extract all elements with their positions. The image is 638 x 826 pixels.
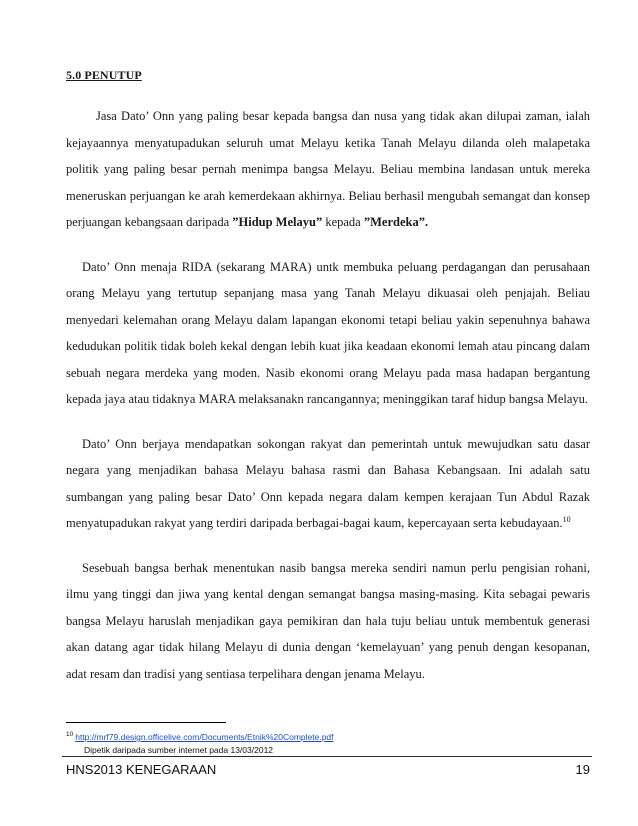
paragraph-2 bbox=[66, 254, 590, 413]
paragraph-4 bbox=[66, 555, 590, 688]
footnote-note: Dipetik daripada sumber internet pada 13/03/2012 bbox=[84, 744, 274, 755]
footnote bbox=[66, 728, 566, 757]
paragraph-2-text: Dato’ Onn menaja RIDA (sekarang MARA) untk membuka peluang perdagangan dan perusahaan orang Melayu yang tertutup sepanjang masa yang Tanah Melayu dikuasai oleh penjajah. Beliau menyedari kelemahan orang Melayu dalam lapangan ekonomi tetapi beliau yakin sepenuhnya bahawa kedudukan politik tidak boleh kekal dengan lebih kuat jika keadaan ekonomi lemah atau pincang dalam sebuah negara merdeka yang moden. Nasib ekonomi orang Melayu pada masa hadapan bergantung kepada jaya atau tidaknya MARA melaksanakn rancangannya; meninggikan taraf hidup bangsa Melayu. bbox=[66, 259, 590, 406]
footer-course-title: HNS2013 KENEGARAAN bbox=[66, 762, 217, 777]
section-heading: 5.0 PENUTUP bbox=[66, 68, 142, 82]
paragraph-4-text: Sesebuah bangsa berhak menentukan nasib bangsa mereka sendiri namun perlu pengisian rohani, ilmu yang tinggi dan jiwa yang kental dengan semangat bangsa masing-masing. Kita sebagai pewaris bangsa Melayu haruslah menjadikan gaya pemikiran dan hala tuju beliau untuk membentuk generasi akan datang agar tidak hilang Melayu di dunia dengan ‘kemelayuan’ yang penuh dengan kesopanan, adat resam dan tradisi yang sentiasa terpelihara dengan jenama Melayu. bbox=[66, 560, 590, 681]
bold-phrase-hidup-melayu: ”Hidup Melayu” bbox=[232, 215, 323, 229]
page-footer bbox=[66, 762, 590, 777]
paragraph-3 bbox=[66, 431, 590, 537]
footnote-reference[interactable]: 10 bbox=[562, 514, 571, 524]
footnote-separator bbox=[66, 722, 226, 723]
footer-page-number: 19 bbox=[575, 762, 590, 777]
paragraph-1-text: Jasa Dato’ Onn yang paling besar kepada bangsa dan nusa yang tidak akan dilupai zaman, ialah kejayaannya menyatupadukan seluruh umat Melayu ketika Tanah Melayu dilanda oleh malapetaka politik yang paling besar pernah menimpa bangsa Melayu. Beliau membina landasan untuk mereka meneruskan perjuangan ke arah kemerdekaan akhirnya. Beliau berhasil mengubah semangat dan konsep perjuangan kebangsaan daripada bbox=[66, 109, 590, 229]
paragraph-3-text: Dato’ Onn berjaya mendapatkan sokongan rakyat dan pemerintah untuk mewujudkan satu dasar negara yang menjadikan bahasa Melayu bahasa rasmi dan Bahasa Kebangsaan. Ini adalah satu sumbangan yang paling besar Dato’ Onn kepada negara dalam kempen kerajaan Tun Abdul Razak menyatupadukan rakyat yang terdiri daripada berbagai-bagai kaum, kepercayaan serta kebudayaan. bbox=[66, 436, 590, 530]
bold-phrase-merdeka: ”Merdeka”. bbox=[363, 215, 429, 229]
page-content bbox=[66, 68, 590, 705]
footnote-line-1 bbox=[66, 728, 566, 744]
paragraph-1 bbox=[66, 103, 590, 236]
footnote-number: 10 bbox=[66, 731, 74, 738]
footer-divider bbox=[62, 756, 592, 757]
paragraph-1-mid: kepada bbox=[322, 215, 364, 229]
footnote-link[interactable]: http://mrf79.design.officelive.com/Documents/Etnik%20Complete.pdf bbox=[75, 731, 334, 742]
